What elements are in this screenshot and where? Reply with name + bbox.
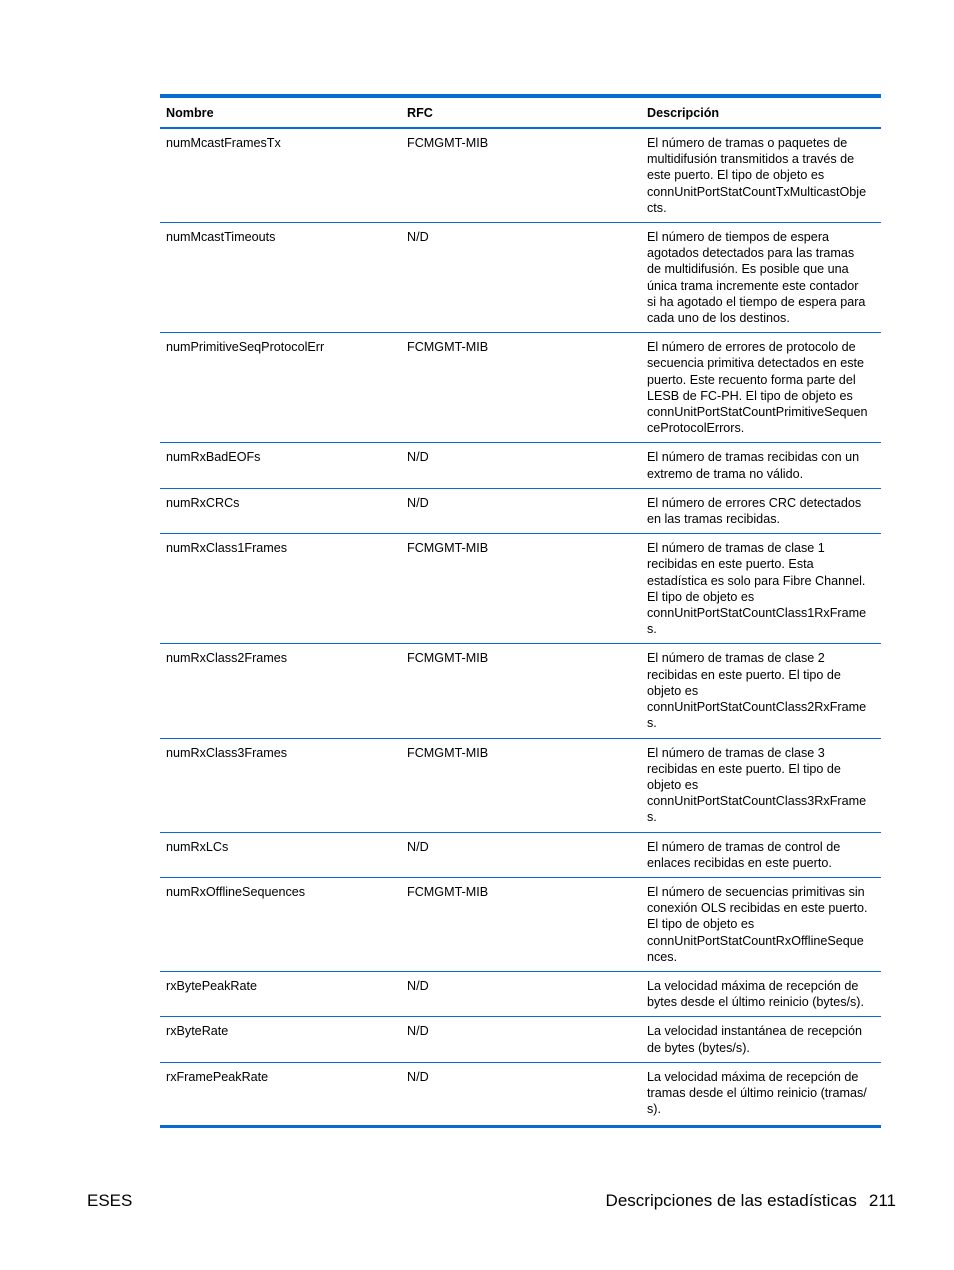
description-line: connUnitPortStatCountTxMulticastObje (647, 184, 867, 199)
description-line: recibidas en este puerto. Esta (647, 557, 814, 572)
description-line: El número de tramas de clase 2 (647, 651, 825, 666)
cell-nombre: numMcastTimeouts (166, 230, 276, 245)
description-line: El número de tramas recibidas con un (647, 450, 860, 465)
table-row (160, 833, 881, 878)
cell-descripcion (641, 839, 881, 871)
footer-section-page (606, 1190, 896, 1212)
cell-rfc: FCMGMT-MIB (407, 136, 489, 150)
cell-nombre: numRxClass1Frames (166, 541, 288, 556)
table-body (160, 129, 881, 1125)
cell-descripcion (641, 978, 881, 1010)
page-number: 211 (868, 1191, 896, 1210)
description-line: El número de tramas o paquetes de (647, 136, 848, 150)
description-line: La velocidad máxima de recepción de (647, 1069, 859, 1084)
description-line: tramas desde el último reinicio (tramas/ (647, 1085, 867, 1100)
table-row (160, 739, 881, 833)
description-line: El tipo de objeto es (647, 917, 755, 932)
description-line: nces. (647, 949, 678, 964)
cell-rfc: N/D (407, 839, 429, 854)
cell-descripcion (641, 1069, 881, 1118)
cell-nombre: numRxOfflineSequences (166, 884, 306, 899)
cell-descripcion (641, 495, 881, 527)
description-line: LESB de FC-PH. El tipo de objeto es (647, 388, 853, 403)
cell-rfc: FCMGMT-MIB (407, 541, 489, 556)
table-row (160, 972, 881, 1017)
table-row (160, 878, 881, 972)
description-line: connUnitPortStatCountRxOfflineSeque (647, 933, 864, 948)
description-line: El número de tiempos de espera (647, 230, 830, 245)
cell-nombre: numMcastFramesTx (166, 136, 281, 150)
header-descripcion: Descripción (647, 105, 720, 120)
description-line: cada uno de los destinos. (647, 311, 790, 326)
cell-rfc: N/D (407, 495, 429, 510)
description-line: de bytes (bytes/s). (647, 1040, 750, 1055)
cell-descripcion (641, 135, 881, 216)
description-line: s. (647, 810, 657, 825)
cell-descripcion (641, 1023, 881, 1055)
cell-nombre: numRxLCs (166, 839, 229, 854)
table-row (160, 333, 881, 443)
cell-rfc: FCMGMT-MIB (407, 651, 489, 666)
description-line: conexión OLS recibidas en este puerto. (647, 901, 868, 916)
description-line: El número de tramas de control de (647, 839, 841, 854)
description-line: extremo de trama no válido. (647, 466, 804, 481)
cell-descripcion (641, 449, 881, 481)
cell-nombre: numRxClass3Frames (166, 745, 288, 760)
description-line: s. (647, 716, 657, 731)
description-line: secuencia primitiva detectados en este (647, 356, 865, 371)
description-line: cts. (647, 200, 667, 215)
table-row (160, 534, 881, 644)
description-line: El tipo de objeto es (647, 589, 755, 604)
description-line: El número de tramas de clase 1 (647, 541, 825, 556)
table-row (160, 644, 881, 738)
cell-rfc: FCMGMT-MIB (407, 745, 489, 760)
description-line: connUnitPortStatCountClass3RxFrame (647, 794, 867, 809)
description-line: única trama incremente este contador (647, 278, 859, 293)
cell-descripcion (641, 884, 881, 965)
description-line: bytes desde el último reinicio (bytes/s). (647, 995, 864, 1010)
header-rfc: RFC (407, 105, 433, 120)
description-line: El número de errores de protocolo de (647, 340, 856, 355)
cell-descripcion (641, 229, 881, 326)
description-line: recibidas en este puerto. El tipo de (647, 667, 841, 682)
description-line: estadística es solo para Fibre Channel. (647, 573, 866, 588)
description-line: La velocidad instantánea de recepción (647, 1024, 862, 1039)
description-line: El número de tramas de clase 3 (647, 745, 825, 760)
cell-rfc: N/D (407, 1069, 429, 1084)
cell-nombre: numRxClass2Frames (166, 651, 288, 666)
description-line: s. (647, 622, 657, 637)
description-line: este puerto. El tipo de objeto es (647, 168, 825, 183)
cell-nombre: numRxCRCs (166, 495, 240, 510)
description-line: ceProtocolErrors. (647, 421, 745, 436)
cell-descripcion (641, 540, 881, 637)
cell-nombre: numRxBadEOFs (166, 450, 261, 465)
table-row (160, 443, 881, 488)
statistics-table (160, 94, 881, 1128)
description-line: si ha agotado el tiempo de espera para (647, 294, 866, 309)
description-line: s). (647, 1102, 661, 1117)
cell-rfc: FCMGMT-MIB (407, 884, 489, 899)
description-line: multidifusión transmitidos a través de (647, 152, 855, 167)
cell-descripcion (641, 745, 881, 826)
description-line: objeto es (647, 683, 699, 698)
header-nombre: Nombre (166, 105, 214, 120)
table-row (160, 489, 881, 534)
description-line: connUnitPortStatCountClass2RxFrame (647, 700, 867, 715)
footer-language-code: ESES (87, 1191, 133, 1210)
description-line: agotados detectados para las tramas (647, 246, 855, 261)
table-row (160, 129, 881, 223)
description-line: en las tramas recibidas. (647, 512, 780, 527)
description-line: puerto. Este recuento forma parte del (647, 372, 856, 387)
cell-nombre: rxBytePeakRate (166, 978, 257, 993)
description-line: enlaces recibidas en este puerto. (647, 855, 832, 870)
table-row (160, 1063, 881, 1126)
description-line: connUnitPortStatCountClass1RxFrame (647, 606, 867, 621)
description-line: de multidifusión. Es posible que una (647, 262, 849, 277)
description-line: El número de secuencias primitivas sin (647, 884, 865, 899)
description-line: objeto es (647, 777, 699, 792)
cell-descripcion (641, 650, 881, 731)
cell-rfc: N/D (407, 230, 429, 245)
description-line: recibidas en este puerto. El tipo de (647, 761, 841, 776)
cell-descripcion (641, 339, 881, 436)
cell-rfc: N/D (407, 978, 429, 993)
description-line: La velocidad máxima de recepción de (647, 978, 859, 993)
table-row (160, 1017, 881, 1062)
description-line: El número de errores CRC detectados (647, 495, 862, 510)
cell-nombre: rxFramePeakRate (166, 1069, 269, 1084)
cell-rfc: N/D (407, 450, 429, 465)
footer-section-title: Descripciones de las estadísticas (605, 1191, 857, 1210)
cell-rfc: FCMGMT-MIB (407, 340, 489, 355)
table-header (160, 98, 881, 129)
cell-nombre: numPrimitiveSeqProtocolErr (166, 340, 325, 355)
cell-nombre: rxByteRate (166, 1024, 229, 1039)
description-line: connUnitPortStatCountPrimitiveSequen (647, 405, 868, 420)
cell-rfc: N/D (407, 1024, 429, 1039)
table-row (160, 223, 881, 333)
